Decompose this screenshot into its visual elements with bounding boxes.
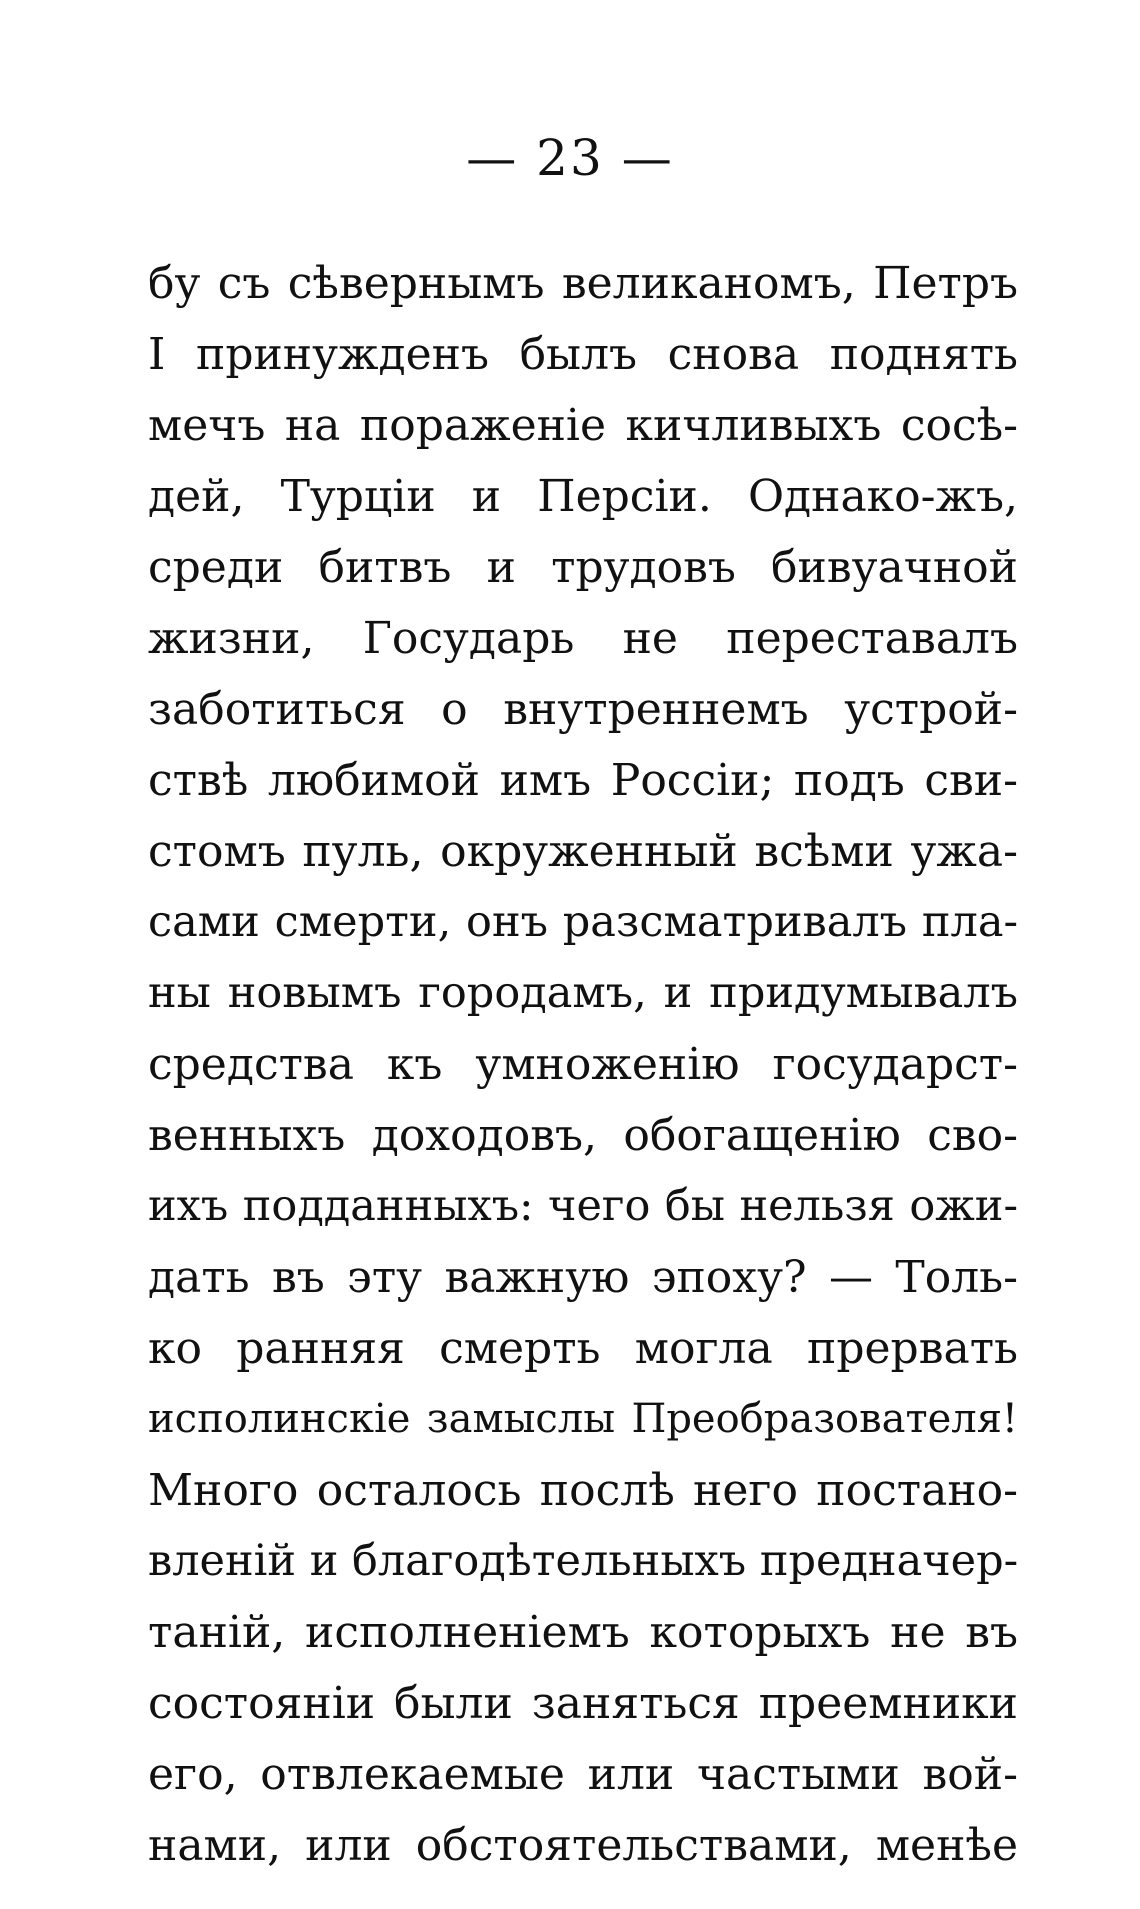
text-line: мечъ на пораженіе кичливыхъ сосѣ-	[148, 400, 1018, 451]
text-line: I принужденъ былъ снова поднять	[148, 329, 1018, 380]
text-line: стомъ пуль, окруженный всѣми ужа-	[148, 826, 1018, 877]
text-line: дей, Турціи и Персіи. Однако-жъ,	[148, 471, 1018, 522]
page-number: — 23 —	[466, 129, 674, 187]
text-line: сами смерти, онъ разсматривалъ пла-	[148, 897, 1018, 947]
text-line: Много осталось послѣ него постано-	[148, 1465, 1018, 1516]
text-line: нами, или обстоятельствами, менѣе	[148, 1820, 1018, 1871]
text-line: таній, исполненіемъ которыхъ не въ	[148, 1607, 1018, 1658]
text-line: ны новымъ городамъ, и придумывалъ	[148, 968, 1018, 1018]
text-line: среди битвъ и трудовъ бивуачной	[148, 542, 1018, 593]
text-line: венныхъ доходовъ, обогащенію сво-	[148, 1110, 1018, 1161]
body-text	[148, 248, 1018, 1881]
text-line: жизни, Государь не переставалъ	[148, 613, 1018, 664]
text-line: вленій и благодѣтельныхъ предначер-	[148, 1536, 1019, 1586]
text-line: ко ранняя смерть могла прервать	[148, 1323, 1018, 1374]
text-line: дать въ эту важную эпоху? — Толь-	[148, 1252, 1018, 1303]
text-line: состояніи были заняться преемники	[148, 1678, 1018, 1729]
text-line: заботиться о внутреннемъ устрой-	[148, 684, 1018, 735]
text-line: исполинскіе замыслы Преобразователя!	[148, 1396, 1018, 1442]
text-line: его, отвлекаемые или частыми вой-	[148, 1749, 1018, 1800]
text-line: ствѣ любимой имъ Россіи; подъ сви-	[148, 755, 1018, 806]
text-line: ихъ подданныхъ: чего бы нельзя ожи-	[148, 1181, 1018, 1231]
text-line: средства къ умноженію государст-	[148, 1039, 1018, 1090]
text-line: бу съ сѣвернымъ великаномъ, Петръ	[148, 258, 1018, 309]
